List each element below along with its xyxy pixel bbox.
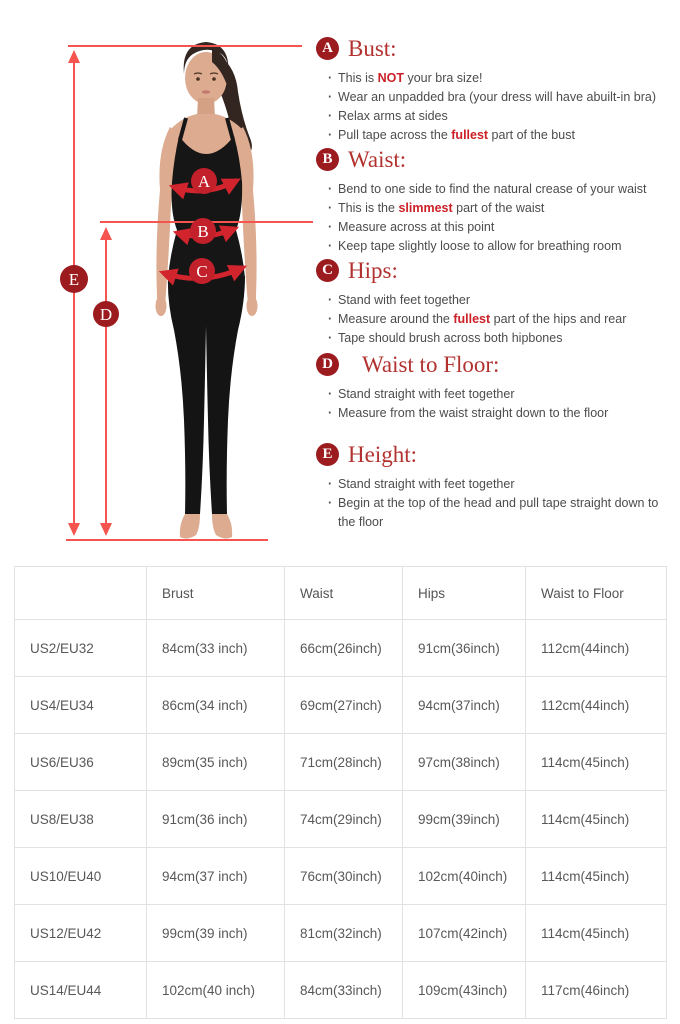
measurement-cell: 114cm(45inch) bbox=[526, 734, 667, 791]
size-label: US8/EU38 bbox=[15, 791, 147, 848]
measurement-cell: 91cm(36 inch) bbox=[147, 791, 285, 848]
measurement-cell: 107cm(42inch) bbox=[403, 905, 526, 962]
column-header-waist-to-floor: Waist to Floor bbox=[526, 567, 667, 620]
column-header-waist: Waist bbox=[285, 567, 403, 620]
section-badge-a: A bbox=[316, 37, 339, 60]
instruction-bullet: · This is NOT your bra size! bbox=[328, 69, 674, 88]
section-title: Height: bbox=[348, 442, 417, 467]
measurement-cell: 89cm(35 inch) bbox=[147, 734, 285, 791]
size-row bbox=[15, 962, 667, 1019]
camisole bbox=[168, 136, 245, 278]
measurement-cell: 117cm(46inch) bbox=[526, 962, 667, 1019]
section-bullets bbox=[328, 475, 674, 532]
size-label: US14/EU44 bbox=[15, 962, 147, 1019]
measurement-cell: 97cm(38inch) bbox=[403, 734, 526, 791]
measurement-cell: 94cm(37inch) bbox=[403, 677, 526, 734]
instruction-bullet: · Stand with feet together bbox=[328, 291, 674, 310]
section-badge-c: C bbox=[316, 259, 339, 282]
highlighted-word: NOT bbox=[377, 71, 404, 86]
section-badge-e: E bbox=[316, 443, 339, 466]
measurement-cell: 114cm(45inch) bbox=[526, 848, 667, 905]
instructions bbox=[316, 0, 674, 560]
measurement-cell: 86cm(34 inch) bbox=[147, 677, 285, 734]
instruction-bullet: · Measure from the waist straight down to the floor bbox=[328, 404, 674, 423]
table-header-row bbox=[15, 567, 667, 620]
measurement-cell: 114cm(45inch) bbox=[526, 791, 667, 848]
measurement-cell: 114cm(45inch) bbox=[526, 905, 667, 962]
instruction-bullet: · Begin at the top of the head and pull tape straight down to the floor bbox=[328, 494, 674, 532]
size-row bbox=[15, 677, 667, 734]
measurement-figure-diagram bbox=[0, 0, 320, 560]
instruction-section-e bbox=[316, 442, 674, 532]
instruction-bullet: · Stand straight with feet together bbox=[328, 475, 674, 494]
highlighted-word: slimmest bbox=[398, 201, 453, 216]
section-title: Bust: bbox=[348, 36, 397, 61]
measurement-cell: 102cm(40inch) bbox=[403, 848, 526, 905]
instruction-bullet: · Tape should brush across both hipbones bbox=[328, 329, 674, 348]
measurement-cell: 102cm(40 inch) bbox=[147, 962, 285, 1019]
marker-c-label: C bbox=[196, 262, 208, 281]
instruction-bullet: · Measure across at this point bbox=[328, 218, 674, 237]
column-header-brust: Brust bbox=[147, 567, 285, 620]
foot-right bbox=[212, 514, 232, 539]
instruction-bullet: · Relax arms at sides bbox=[328, 107, 674, 126]
measurement-cell: 112cm(44inch) bbox=[526, 677, 667, 734]
measurement-cell: 71cm(28inch) bbox=[285, 734, 403, 791]
section-bullets bbox=[328, 69, 674, 145]
instruction-bullet: · This is the slimmest part of the waist bbox=[328, 199, 674, 218]
measurement-cell: 91cm(36inch) bbox=[403, 620, 526, 677]
section-heading bbox=[316, 352, 674, 377]
hand-left bbox=[156, 296, 167, 316]
woman-figure bbox=[156, 42, 258, 539]
size-table-body bbox=[15, 620, 667, 1019]
section-title: Waist: bbox=[348, 147, 407, 172]
size-label: US2/EU32 bbox=[15, 620, 147, 677]
column-header-size bbox=[15, 567, 147, 620]
section-bullets bbox=[328, 291, 674, 348]
measurement-cell: 109cm(43inch) bbox=[403, 962, 526, 1019]
marker-d-label: D bbox=[99, 305, 113, 324]
marker-e-label: E bbox=[68, 270, 80, 289]
column-header-hips: Hips bbox=[403, 567, 526, 620]
section-bullets bbox=[328, 180, 674, 256]
section-title: Waist to Floor: bbox=[362, 352, 500, 377]
size-table bbox=[14, 566, 667, 1019]
instruction-bullet: · Measure around the fullest part of the hips and rear bbox=[328, 310, 674, 329]
instruction-section-d bbox=[316, 352, 674, 423]
size-label: US6/EU36 bbox=[15, 734, 147, 791]
size-row bbox=[15, 734, 667, 791]
measurement-cell: 84cm(33inch) bbox=[285, 962, 403, 1019]
instruction-bullet: · Pull tape across the fullest part of the bust bbox=[328, 126, 674, 145]
size-row bbox=[15, 848, 667, 905]
foot-left bbox=[180, 514, 200, 539]
measurement-cell: 99cm(39 inch) bbox=[147, 905, 285, 962]
measurement-cell: 76cm(30inch) bbox=[285, 848, 403, 905]
measurement-cell: 84cm(33 inch) bbox=[147, 620, 285, 677]
hand-right bbox=[247, 296, 258, 316]
measurement-cell: 74cm(29inch) bbox=[285, 791, 403, 848]
section-heading bbox=[316, 258, 674, 283]
measurement-cell: 81cm(32inch) bbox=[285, 905, 403, 962]
measurement-cell: 66cm(26inch) bbox=[285, 620, 403, 677]
size-label: US12/EU42 bbox=[15, 905, 147, 962]
instruction-section-a bbox=[316, 36, 674, 145]
section-heading bbox=[316, 442, 674, 467]
instruction-section-c bbox=[316, 258, 674, 348]
measurement-cell: 94cm(37 inch) bbox=[147, 848, 285, 905]
section-title: Hips: bbox=[348, 258, 398, 283]
section-heading bbox=[316, 36, 674, 61]
instruction-section-b bbox=[316, 147, 674, 256]
instruction-bullet: · Stand straight with feet together bbox=[328, 385, 674, 404]
highlighted-word: fullest bbox=[453, 312, 491, 327]
highlighted-word: fullest bbox=[451, 128, 489, 143]
size-label: US10/EU40 bbox=[15, 848, 147, 905]
section-bullets bbox=[328, 385, 674, 423]
section-heading bbox=[316, 147, 674, 172]
instruction-bullet: · Keep tape slightly loose to allow for breathing room bbox=[328, 237, 674, 256]
section-badge-d: D bbox=[316, 353, 339, 376]
size-row bbox=[15, 791, 667, 848]
mouth bbox=[202, 90, 210, 93]
size-row bbox=[15, 905, 667, 962]
measurement-cell: 99cm(39inch) bbox=[403, 791, 526, 848]
leggings bbox=[168, 276, 245, 514]
marker-b-label: B bbox=[197, 222, 209, 241]
instruction-bullet: · Bend to one side to find the natural crease of your waist bbox=[328, 180, 674, 199]
marker-a-label: A bbox=[197, 172, 211, 191]
measurement-cell: 69cm(27inch) bbox=[285, 677, 403, 734]
eye-right bbox=[212, 77, 216, 81]
size-row bbox=[15, 620, 667, 677]
size-label: US4/EU34 bbox=[15, 677, 147, 734]
measurement-cell: 112cm(44inch) bbox=[526, 620, 667, 677]
eye-left bbox=[196, 77, 200, 81]
section-badge-b: B bbox=[316, 148, 339, 171]
instruction-bullet: · Wear an unpadded bra (your dress will have abuilt-in bra) bbox=[328, 88, 674, 107]
